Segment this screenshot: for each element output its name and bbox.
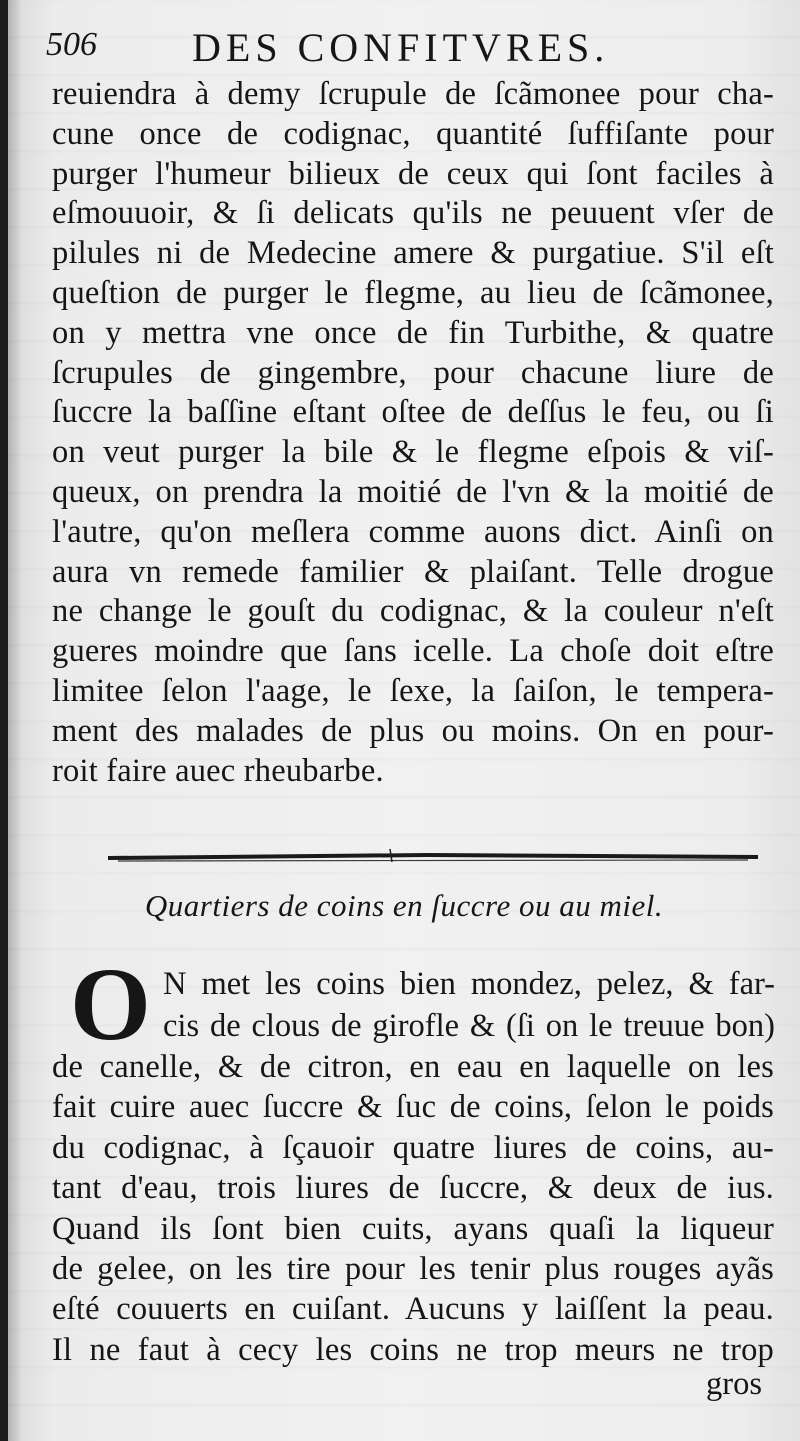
text-line: de canelle, & de citron, en eau en laquelle on les (52, 1049, 774, 1085)
text-line: du codignac, à ſçauoir quatre liures de coins, au- (52, 1129, 774, 1166)
text-line: queſtion de purger le flegme, au lieu de ſcãmonee, (52, 274, 774, 311)
text-line: ſcrupules de gingembre, pour chacune liure de (52, 354, 774, 391)
text-line: de gelee, on les tire pour les tenir plus rouges ayãs (52, 1250, 774, 1287)
drop-cap: O (70, 947, 151, 1062)
paragraph-continued (52, 75, 774, 791)
page-number: 506 (46, 26, 97, 63)
text-line: fait cuire auec ſuccre & ſuc de coins, ſelon le poids (52, 1089, 774, 1126)
text-line: aura vn remede familier & plaiſant. Telle drogue (52, 553, 774, 590)
text-line: on y mettra vne once de fin Turbithe, & quatre (52, 314, 774, 351)
text-line: cune once de codignac, quantité ſuffiſante pour (52, 115, 774, 152)
text-line: Il ne faut à cecy les coins ne trop meurs ne trop (52, 1331, 774, 1368)
text-line: reuiendra à demy ſcrupule de ſcãmonee pour cha- (52, 76, 774, 112)
text-line: limitee ſelon l'aage, le ſexe, la ſaiſon, le tempera- (52, 672, 774, 709)
text-line: purger l'humeur bilieux de ceux qui ſont faciles à (52, 155, 774, 192)
section-body (52, 1047, 774, 1370)
text-line: eſmouuoir, & ſi delicats qu'ils ne peuuent vſer de (52, 195, 774, 232)
text-line: cis de clous de girofle & (ſi on le treuue bon) (163, 1007, 775, 1044)
text-line: Quand ils ſont bien cuits, ayans quaſi la liqueur (52, 1210, 774, 1247)
text-line: l'autre, qu'on meſlera comme auons dict. Ainſi on (52, 513, 774, 550)
section-heading: Quartiers de coins en ſuccre ou au miel. (144, 888, 664, 923)
text-line: ſuccre la baſſine eſtant oſtee de deſſus le feu, ou ſi (52, 394, 774, 431)
book-page (8, 0, 800, 1441)
text-line: gueres moindre que ſans icelle. La choſe doit eſtre (52, 633, 774, 670)
section-divider-rule (108, 848, 758, 868)
page-header (42, 22, 772, 76)
catchword: gros (706, 1366, 762, 1402)
text-line: ment des malades de plus ou moins. On en pour- (52, 712, 774, 749)
text-line: queux, on prendra la moitié de l'vn & la moitié de (52, 473, 774, 510)
text-line: eſté couuerts en cuiſant. Aucuns y laiſſent la peau. (52, 1291, 774, 1328)
text-line-last: roit faire auec rheubarbe. (52, 752, 384, 789)
text-line: ne change le gouſt du codignac, & la couleur n'eſt (52, 593, 774, 630)
text-line: on veut purger la bile & le flegme eſpois & viſ- (52, 434, 774, 471)
text-line: pilules ni de Medecine amere & purgatiue. S'il eſt (52, 235, 774, 272)
divider-rule-icon (108, 848, 758, 868)
spine-shadow (8, 0, 22, 1441)
drop-cap-lines (163, 964, 775, 1047)
running-title: DES CONFITVRES. (192, 25, 610, 70)
text-line: tant d'eau, trois liures de ſuccre, & deux de ius. (52, 1170, 774, 1207)
text-line: N met les coins bien mondez, pelez, & far- (163, 966, 775, 1002)
